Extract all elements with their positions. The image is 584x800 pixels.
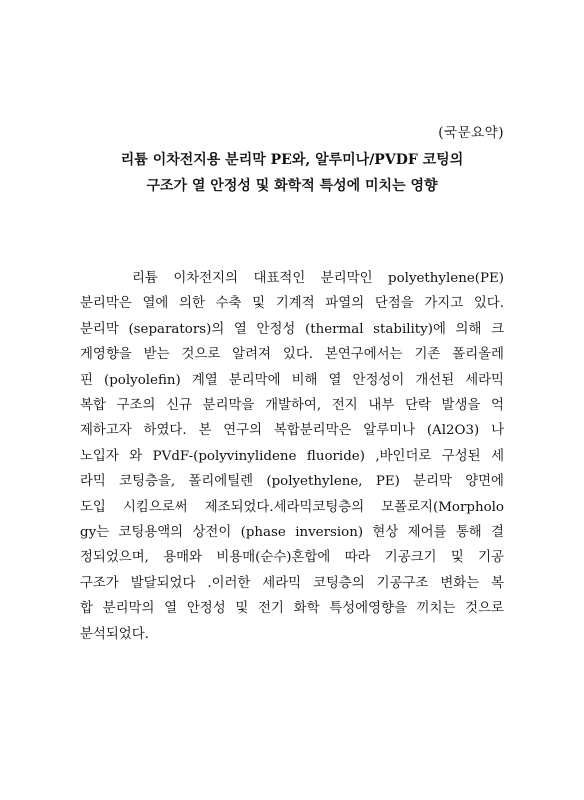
abstract-line: 합 분리막의 열 안정성 및 전기 화학 특성에영향을 끼치는 것으로 bbox=[80, 601, 504, 617]
abstract-line: 도입 시킴으로써 제조되었다.세라믹코팅층의 모폴로지(Morpholo bbox=[80, 499, 504, 515]
abstract-line: 제하고자 하였다. 본 연구의 복합분리막은 알루미나 (Al2O3) 나 bbox=[80, 423, 504, 439]
abstract-tag: (국문요약) bbox=[438, 125, 504, 141]
abstract-line: 노입자 와 PVdF-(polyvinylidene fluoride) ,바인더로 구성된 세 bbox=[80, 448, 504, 464]
title-line-2: 구조가 열 안정성 및 화학적 특성에 미치는 영향 bbox=[146, 178, 438, 194]
abstract-body bbox=[80, 266, 504, 647]
abstract-line: 라믹 코팅층을, 폴리에틸렌 (polyethylene, PE) 분리막 양면에 bbox=[80, 474, 504, 490]
abstract-line: 구조가 발달되었다 .이러한 세라믹 코팅층의 기공구조 변화는 복 bbox=[80, 575, 504, 591]
title-line-1: 리튬 이차전지용 분리막 PE와, 알루미나/PVDF 코팅의 bbox=[120, 152, 464, 168]
abstract-line: 분석되었다. bbox=[80, 626, 149, 642]
abstract-line: 분리막 (separators)의 열 안정성 (thermal stability)에 의해 크 bbox=[80, 321, 504, 337]
abstract-line: 정되었으며, 용매와 비용매(순수)혼합에 따라 기공크기 및 기공 bbox=[80, 550, 504, 566]
document-title bbox=[40, 147, 544, 199]
abstract-line: 분리막은 열에 의한 수축 및 기계적 파열의 단점을 가지고 있다. bbox=[80, 296, 504, 312]
abstract-line: 리튬 이차전지의 대표적인 분리막인 polyethylene(PE) bbox=[132, 271, 504, 286]
abstract-line: 복합 구조의 신규 분리막을 개발하여, 전지 내부 단락 발생을 억 bbox=[80, 398, 504, 414]
abstract-line: gy는 코팅용액의 상전이 (phase inversion) 현상 제어를 통해 결 bbox=[80, 525, 504, 541]
abstract-line: 핀 (polyolefin) 계열 분리막에 비해 열 안정성이 개선된 세라믹 bbox=[80, 372, 504, 388]
abstract-line: 게영향을 받는 것으로 알려져 있다. 본연구에서는 기존 폴리올레 bbox=[80, 347, 504, 363]
